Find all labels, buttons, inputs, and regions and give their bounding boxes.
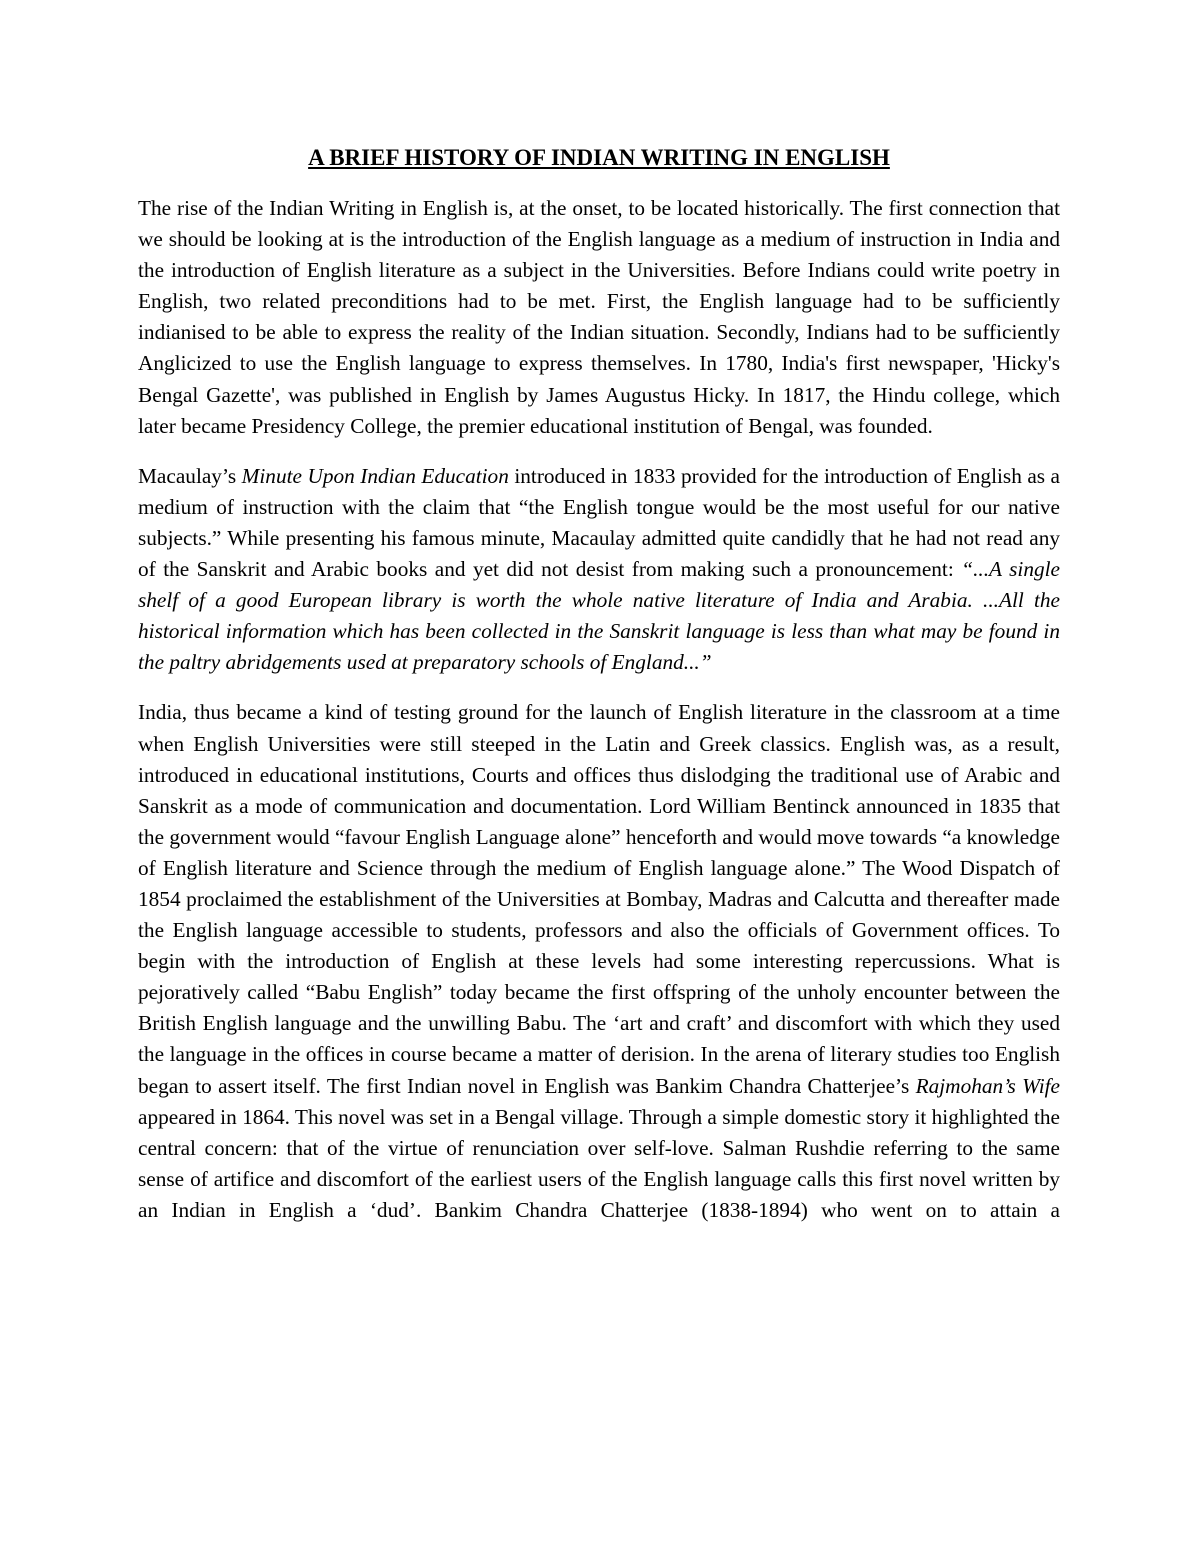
paragraph-3-text-c: appeared in 1864. This novel was set in a Bengal village. Through a simple domestic story it highlighted the central concern: that of the virtue of renunciation over self-love. Salman Rushdie referring to the same sense of artifice and discomfort of the earliest users of the English language calls this first novel written by an Indian in English a ‘dud’. Bankim Chandra Chatterjee (1838-1894) who went on to attain a xyxy=(138,1104,1060,1222)
book-title-rajmohans-wife: Rajmohan’s Wife xyxy=(915,1073,1060,1098)
paragraph-3-text-a: India, thus became a kind of testing ground for the launch of English literature in the classroom at a time when English Universities were still steeped in the Latin and Greek classics. English was, as a result, introduced in educational institutions, Courts and offices thus dislodging the traditional use of Arabic and Sanskrit as a mode of communication and documentation. Lord William Bentinck announced in 1835 that the government would “favour English Language alone” henceforth and would move towards “a knowledge of English literature and Science through the medium of English language alone.” The Wood Dispatch of 1854 proclaimed the establishment of the Universities at Bombay, Madras and Calcutta and thereafter made the English language accessible to students, professors and also the officials of Government offices. To begin with the introduction of English at these levels had some interesting repercussions. What is pejoratively called “Babu English” today became the first offspring of the unholy encounter between the British English language and the unwilling Babu. The ‘art and craft’ and discomfort with which they used the language in the offices in course became a matter of derision. In the arena of literary studies too English began to assert itself. The first Indian novel in English was Bankim Chandra Chatterjee’s xyxy=(138,700,1060,1098)
paragraph-2-text-c: introduced in 1833 provided for the introduction of English as a medium of instruction with the claim that “the English tongue would be the most useful for our native subjects.” While presenting his famous minute, Macaulay admitted quite candidly that he had not read any of the Sanskrit and Arabic books and yet did not desist from making such a pronouncement: xyxy=(138,463,1060,582)
paragraph-1: The rise of the Indian Writing in English is, at the onset, to be located historically. The first connection that we should be looking at is the introduction of the English language as a medium of instruction in India and the introduction of English literature as a subject in the Universities. Before Indians could write poetry in English, two related preconditions had to be met. First, the English language had to be sufficiently indianised to be able to express the reality of the Indian situation. Secondly, Indians had to be sufficiently Anglicized to use the English language to express themselves. In 1780, India's first newspaper, 'Hicky's Bengal Gazette', was published in English by James Augustus Hicky. In 1817, the Hindu college, which later became Presidency College, the premier educational institution of Bengal, was founded. xyxy=(138,196,1060,438)
document-page xyxy=(138,138,1060,1226)
document-title: A BRIEF HISTORY OF INDIAN WRITING IN ENGLISH xyxy=(308,145,890,170)
macaulay-quote: “...A single shelf of a good European library is worth the whole native literature of India and Arabia. ...All the historical information which has been collected in the Sanskrit language is less than what may be found in the paltry abridgements used at preparatory schools of England...” xyxy=(138,557,1061,675)
paragraph-2-text-a: Macaulay’s xyxy=(138,463,242,488)
book-title-minute-upon-indian-education: Minute Upon Indian Education xyxy=(241,463,509,488)
paragraph-2 xyxy=(138,461,1060,679)
paragraph-3 xyxy=(138,697,1060,1226)
